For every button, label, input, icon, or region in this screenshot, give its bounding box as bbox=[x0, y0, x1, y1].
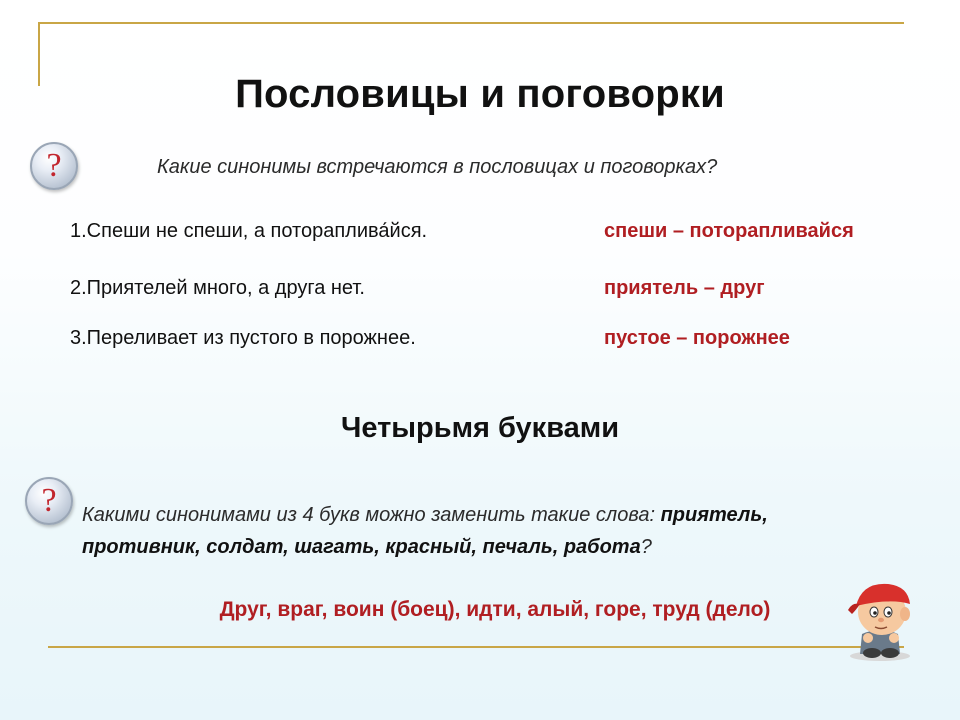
word-2: противник, bbox=[82, 536, 201, 558]
question-mark-icon: ? bbox=[30, 142, 78, 190]
word-3: солдат, bbox=[206, 536, 289, 558]
question-mark-icon: ? bbox=[25, 477, 73, 525]
word-5: красный, bbox=[385, 536, 477, 558]
slide-title: Пословицы и поговорки bbox=[235, 72, 725, 116]
word-1: приятель, bbox=[660, 504, 768, 526]
frame-top-line bbox=[38, 22, 904, 24]
synonym-answer-1: спеши – поторапливайся bbox=[604, 220, 854, 242]
frame-bottom-line bbox=[48, 646, 904, 648]
synonym-answer-2: приятель – друг bbox=[604, 277, 765, 299]
word-6: печаль, bbox=[482, 536, 559, 558]
section-subtitle: Четырьмя буквами bbox=[340, 412, 620, 444]
synonym-answer-3: пустое – порожнее bbox=[604, 327, 790, 349]
question2-suffix: ? bbox=[640, 536, 652, 558]
word-7: работа bbox=[563, 536, 641, 558]
proverb-3: 3.Переливает из пустого в порожнее. bbox=[70, 327, 416, 349]
proverb-2: 2.Приятелей много, а друга нет. bbox=[70, 277, 365, 299]
word-4: шагать, bbox=[294, 536, 380, 558]
proverb-1: 1.Спеши не спеши, а потораплива́йся. bbox=[70, 220, 428, 242]
question-text-1: Какие синонимы встречаются в пословицах и поговорках? bbox=[157, 156, 718, 178]
cartoon-boy-illustration bbox=[838, 576, 922, 662]
answer-text-2: Друг, враг, воин (боец), идти, алый, горе, труд (дело) bbox=[219, 598, 771, 621]
question2-prefix: Какими синонимами из 4 букв можно заменить такие слова: bbox=[82, 504, 661, 526]
question-text-2 bbox=[82, 499, 912, 563]
